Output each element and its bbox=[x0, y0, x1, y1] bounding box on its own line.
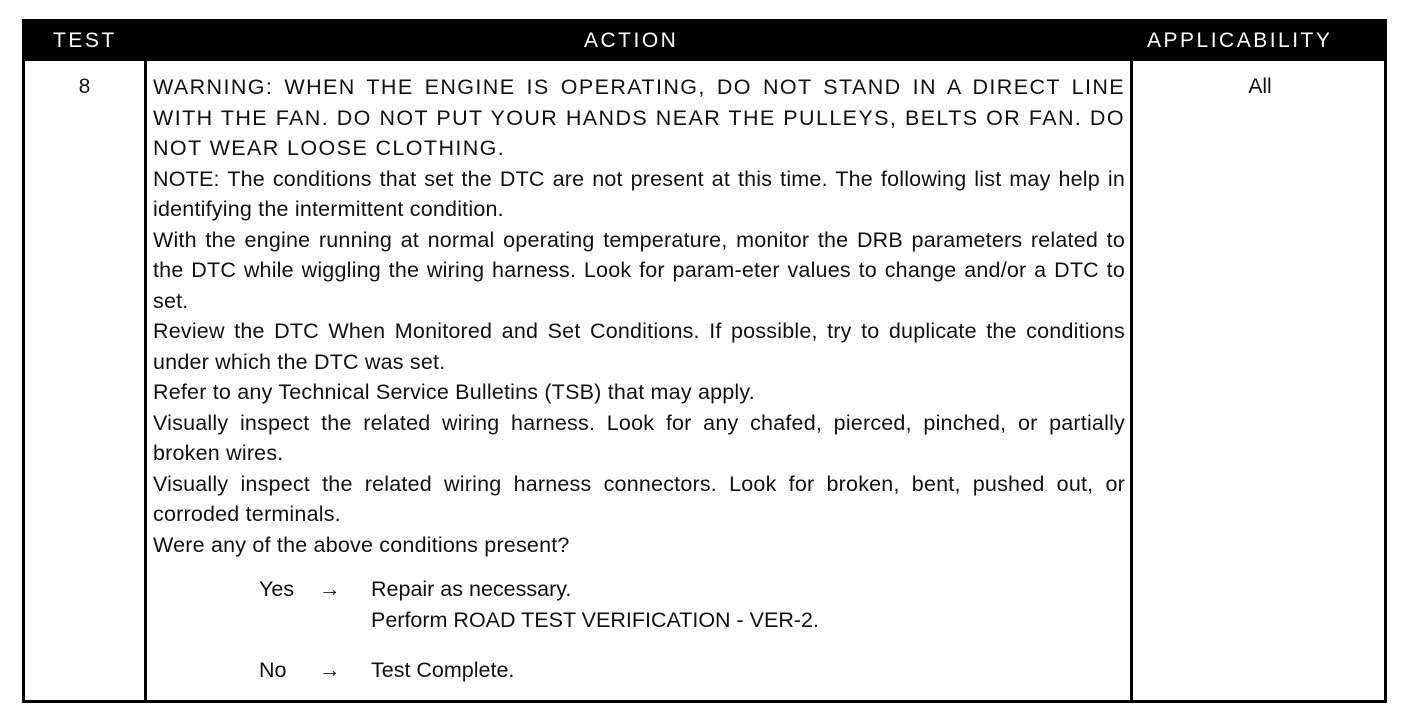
column-divider bbox=[144, 61, 147, 700]
right-arrow-icon: → bbox=[319, 658, 341, 682]
action-step: Refer to any Technical Service Bulletins (TSB) that may apply. bbox=[153, 380, 755, 404]
yes-result-line: Repair as necessary. bbox=[371, 577, 572, 601]
note-text: NOTE: The conditions that set the DTC are not present at this time. The following list may help in identifying the intermittent condition. bbox=[153, 166, 1125, 221]
warning-text: WARNING: WHEN THE ENGINE IS OPERATING, DO NOT STAND IN A DIRECT LINE WITH THE FAN. DO NOT PUT YOUR HANDS NEAR THE PULLEYS, BELTS OR FAN. DO NOT WEAR LOOSE CLOTHING. bbox=[153, 75, 1125, 160]
no-result-line: Test Complete. bbox=[371, 658, 515, 682]
yes-outcome bbox=[153, 574, 1125, 636]
no-label: No bbox=[259, 658, 287, 682]
test-number: 8 bbox=[78, 75, 91, 98]
question-text: Were any of the above conditions present? bbox=[153, 532, 570, 557]
header-applicability: APPLICABILITY bbox=[1147, 29, 1333, 52]
action-step: Visually inspect the related wiring harness connectors. Look for broken, bent, pushed out, or corroded terminals. bbox=[153, 471, 1125, 526]
table-header bbox=[25, 22, 1384, 61]
right-arrow-icon: → bbox=[319, 577, 341, 601]
action-step: Review the DTC When Monitored and Set Conditions. If possible, try to duplicate the conditions under which the DTC was set. bbox=[153, 319, 1125, 374]
no-result bbox=[371, 655, 1125, 686]
header-test: TEST bbox=[53, 29, 117, 52]
no-outcome bbox=[153, 655, 1125, 686]
column-divider bbox=[1130, 61, 1133, 700]
outcome-choices bbox=[153, 574, 1125, 686]
applicability-value: All bbox=[1248, 75, 1272, 98]
action-step: Visually inspect the related wiring harness. Look for any chafed, pierced, pinched, or partially broken wires. bbox=[153, 410, 1125, 465]
yes-result bbox=[371, 574, 1125, 636]
yes-result-line: Perform ROAD TEST VERIFICATION - VER-2. bbox=[371, 608, 819, 632]
header-action: ACTION bbox=[584, 29, 679, 52]
action-cell bbox=[153, 72, 1125, 705]
yes-label: Yes bbox=[259, 577, 295, 601]
diagnostic-test-table bbox=[22, 19, 1387, 703]
action-step: With the engine running at normal operating temperature, monitor the DRB parameters related to the DTC while wiggling the wiring harness. Look for param-eter values to change and/or a DTC to set. bbox=[153, 227, 1125, 313]
